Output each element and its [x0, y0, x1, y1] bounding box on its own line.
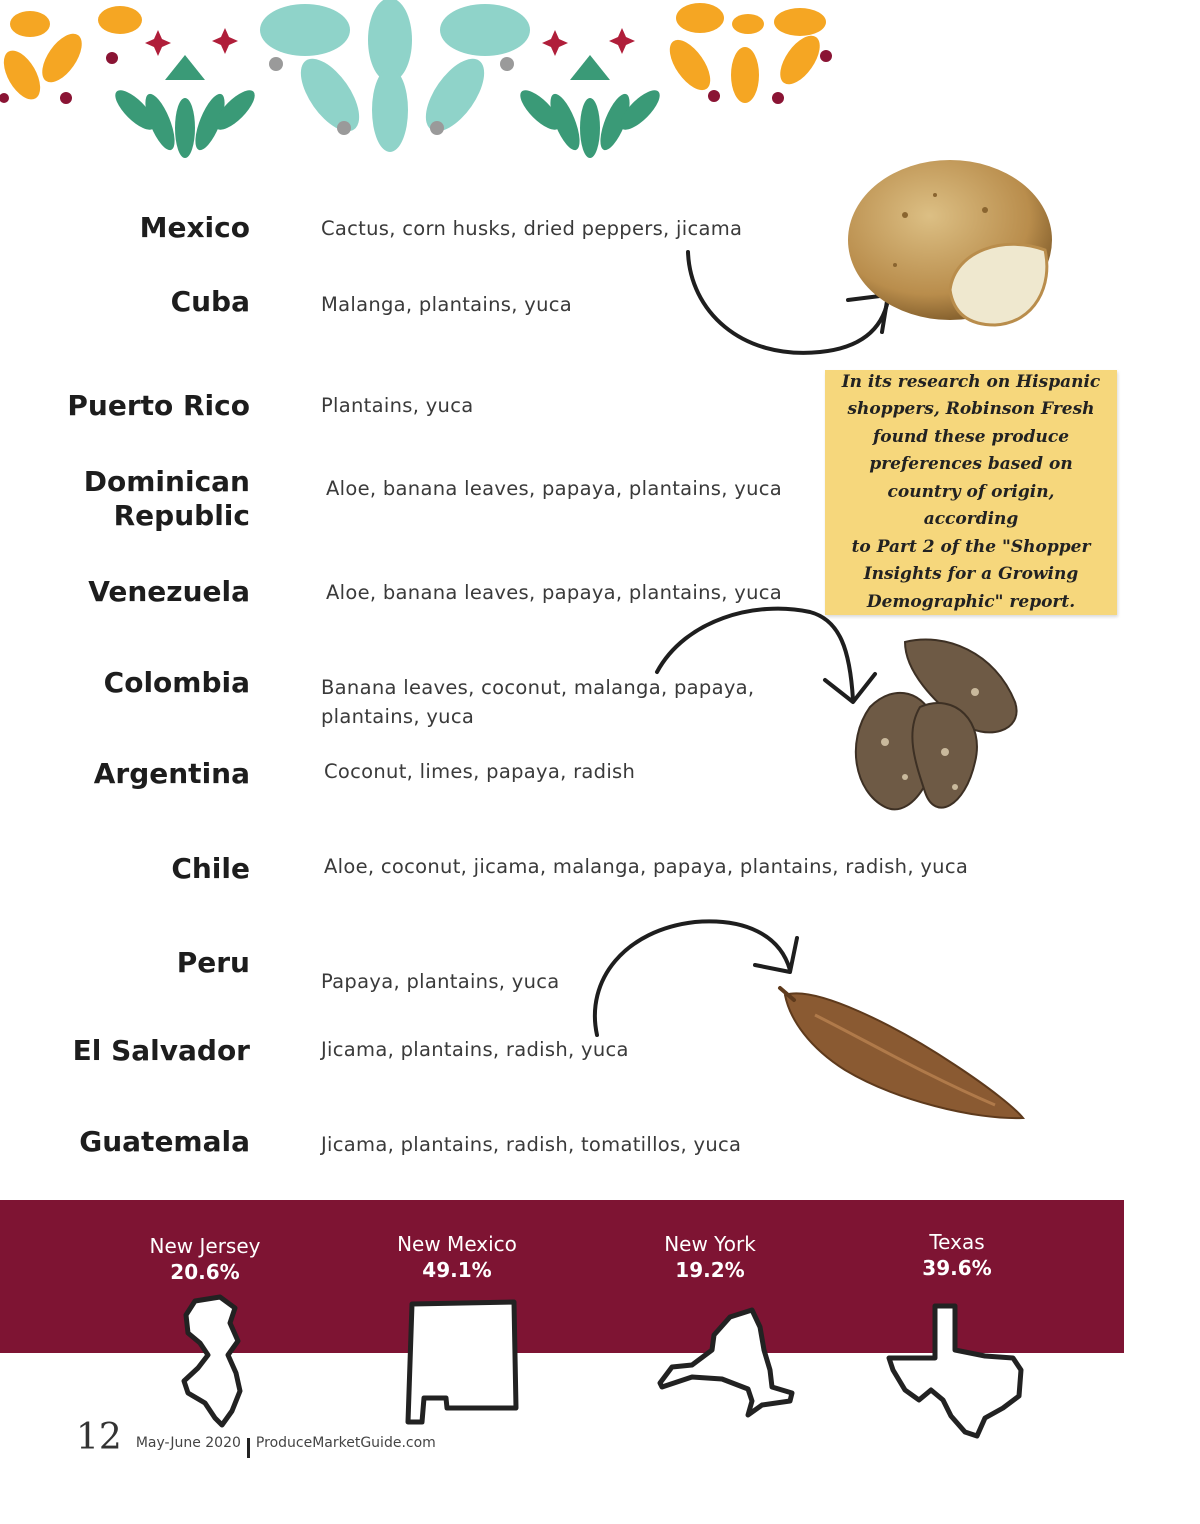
- country-dominican-republic-line2: Republic: [113, 499, 250, 532]
- produce-colombia-line1: Banana leaves, coconut, malanga, papaya,: [321, 676, 755, 699]
- decorative-floral-banner: [0, 0, 860, 165]
- new-mexico-outline: [402, 1298, 524, 1428]
- research-note: [825, 370, 1117, 615]
- stat-new-york-name: New York: [664, 1232, 756, 1256]
- note-line-1: In its research on Hispanic: [841, 371, 1101, 392]
- note-line-2: shoppers, Robinson Fresh: [847, 399, 1095, 420]
- footer-site: ProduceMarketGuide.com: [255, 1435, 436, 1451]
- produce-colombia-line2: plantains, yuca: [321, 705, 475, 728]
- note-line-7: Insights for a Growing: [863, 564, 1079, 585]
- country-chile: Chile: [171, 852, 250, 885]
- country-dominican-republic: [40, 465, 250, 533]
- country-argentina: Argentina: [93, 757, 250, 790]
- produce-venezuela: Aloe, banana leaves, papaya, plantains, yuca: [326, 581, 783, 604]
- note-line-3: found these produce: [872, 426, 1070, 447]
- country-venezuela: Venezuela: [88, 575, 250, 608]
- stat-new-mexico-name: New Mexico: [397, 1232, 517, 1256]
- produce-chile: Aloe, coconut, jicama, malanga, papaya, plantains, radish, yuca: [324, 855, 969, 878]
- note-line-8: Demographic" report.: [866, 591, 1076, 612]
- produce-dominican-republic: Aloe, banana leaves, papaya, plantains, yuca: [326, 477, 783, 500]
- footer-date: May-June 2020: [135, 1435, 241, 1451]
- stat-texas: [837, 1229, 1077, 1281]
- produce-el-salvador: Jicama, plantains, radish, yuca: [321, 1038, 629, 1061]
- stat-new-mexico: [337, 1231, 577, 1283]
- produce-peru: Papaya, plantains, yuca: [321, 970, 560, 993]
- note-line-4: preferences based on: [869, 454, 1073, 475]
- footer-separator: [247, 1438, 250, 1458]
- stat-new-mexico-percent: 49.1%: [422, 1258, 492, 1282]
- stat-texas-percent: 39.6%: [922, 1256, 992, 1280]
- cassava-photo: [775, 980, 1030, 1125]
- country-el-salvador: El Salvador: [72, 1034, 250, 1067]
- country-puerto-rico: Puerto Rico: [67, 389, 250, 422]
- stat-new-jersey-name: New Jersey: [149, 1234, 261, 1258]
- produce-mexico: Cactus, corn husks, dried peppers, jicama: [321, 217, 743, 240]
- potato-photo: [845, 155, 1060, 340]
- stat-new-york: [590, 1231, 830, 1283]
- new-york-outline: [652, 1305, 802, 1420]
- country-guatemala: Guatemala: [79, 1125, 250, 1158]
- stat-new-jersey-percent: 20.6%: [170, 1260, 240, 1284]
- produce-puerto-rico: Plantains, yuca: [321, 394, 474, 417]
- page-number: 12: [76, 1417, 122, 1458]
- stat-texas-name: Texas: [929, 1230, 985, 1254]
- page-footer: [76, 1418, 436, 1458]
- produce-argentina: Coconut, limes, papaya, radish: [324, 760, 636, 783]
- country-dominican-republic-line1: Dominican: [83, 465, 250, 498]
- note-line-5: country of origin, according: [887, 481, 1055, 530]
- texas-outline: [885, 1298, 1030, 1443]
- stat-new-jersey: [85, 1233, 325, 1285]
- note-line-6: to Part 2 of the "Shopper: [851, 536, 1091, 557]
- produce-guatemala: Jicama, plantains, radish, tomatillos, yuca: [321, 1133, 742, 1156]
- country-mexico: Mexico: [139, 211, 250, 244]
- country-cuba: Cuba: [170, 285, 250, 318]
- produce-cuba: Malanga, plantains, yuca: [321, 293, 573, 316]
- new-jersey-outline: [180, 1293, 250, 1433]
- country-peru: Peru: [176, 946, 250, 979]
- malanga-photo: [825, 632, 1035, 832]
- stat-new-york-percent: 19.2%: [675, 1258, 745, 1282]
- country-colombia: Colombia: [103, 666, 250, 699]
